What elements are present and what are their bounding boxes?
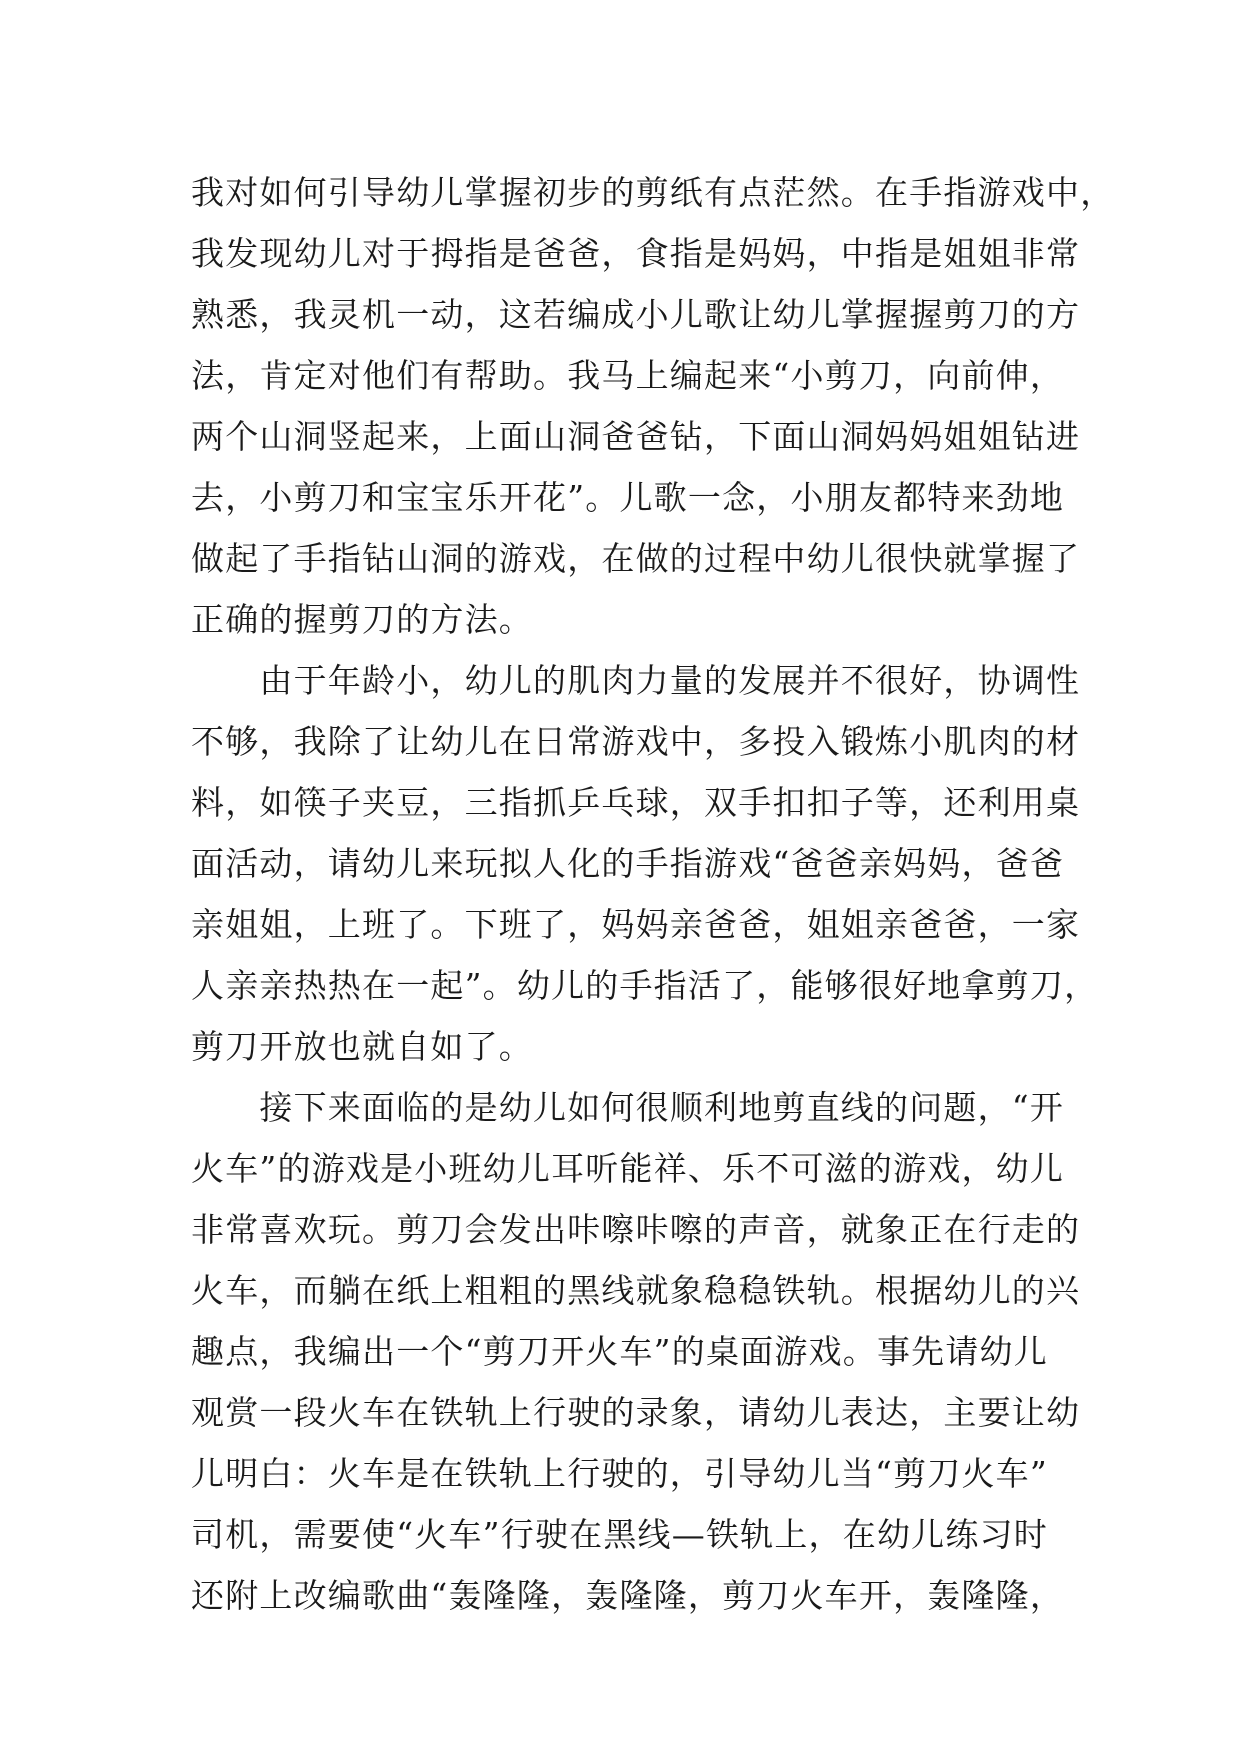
text-line: 由于年龄小，幼儿的肌肉力量的发展并不很好，协调性 [191, 661, 1081, 700]
text-line: 不够，我除了让幼儿在日常游戏中，多投入锻炼小肌肉的材 [191, 722, 1081, 761]
text-line: 我对如何引导幼儿掌握初步的剪纸有点茫然。在手指游戏中， [191, 173, 1115, 212]
text-line: 人亲亲热热在一起”。幼儿的手指活了，能够很好地拿剪刀， [191, 966, 1099, 1005]
text-line: 趣点，我编出一个“剪刀开火车”的桌面游戏。事先请幼儿 [191, 1332, 1048, 1371]
text-line: 接下来面临的是幼儿如何很顺利地剪直线的问题，“开 [191, 1088, 1065, 1127]
text-line: 观赏一段火车在铁轨上行驶的录象，请幼儿表达，主要让幼 [191, 1393, 1081, 1432]
text-line: 料，如筷子夹豆，三指抓乒乓球，双手扣扣子等，还利用桌 [191, 783, 1081, 822]
text-line: 两个山洞竖起来，上面山洞爸爸钻，下面山洞妈妈姐姐钻进 [191, 417, 1081, 456]
text-line: 非常喜欢玩。剪刀会发出咔嚓咔嚓的声音，就象正在行走的 [191, 1210, 1081, 1249]
text-line: 法，肯定对他们有帮助。我马上编起来“小剪刀，向前伸， [191, 356, 1065, 395]
text-line: 儿明白：火车是在铁轨上行驶的，引导幼儿当“剪刀火车” [191, 1454, 1048, 1493]
text-line: 司机，需要使“火车”行驶在黑线—铁轨上，在幼儿练习时 [191, 1515, 1048, 1554]
text-line: 去，小剪刀和宝宝乐开花”。儿歌一念，小朋友都特来劲地 [191, 478, 1065, 517]
text-line: 正确的握剪刀的方法。 [191, 600, 533, 639]
text-line: 亲姐姐，上班了。下班了，妈妈亲爸爸，姐姐亲爸爸，一家 [191, 905, 1081, 944]
text-line: 还附上改编歌曲“轰隆隆，轰隆隆，剪刀火车开，轰隆隆， [191, 1576, 1065, 1615]
body-text [191, 162, 1115, 1626]
text-line: 我发现幼儿对于拇指是爸爸，食指是妈妈，中指是姐姐非常 [191, 234, 1081, 273]
text-line: 做起了手指钻山洞的游戏，在做的过程中幼儿很快就掌握了 [191, 539, 1081, 578]
text-line: 面活动，请幼儿来玩拟人化的手指游戏“爸爸亲妈妈，爸爸 [191, 844, 1065, 883]
text-line: 剪刀开放也就自如了。 [191, 1027, 533, 1066]
text-line: 火车，而躺在纸上粗粗的黑线就象稳稳铁轨。根据幼儿的兴 [191, 1271, 1081, 1310]
text-line: 熟悉，我灵机一动，这若编成小儿歌让幼儿掌握握剪刀的方 [191, 295, 1081, 334]
text-line: 火车”的游戏是小班幼儿耳听能祥、乐不可滋的游戏，幼儿 [191, 1149, 1065, 1188]
